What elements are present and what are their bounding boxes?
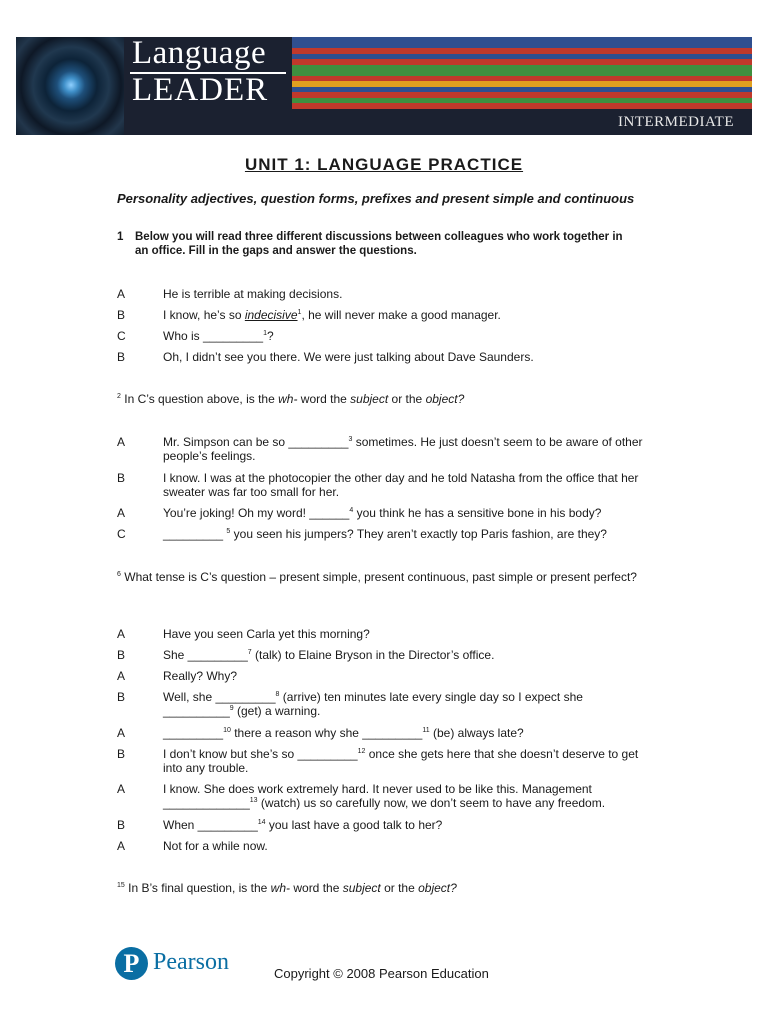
copyright-notice: Copyright © 2008 Pearson Education <box>274 966 489 981</box>
line-text: _________$^{10}$ there a reason why she _________$^{11}$ (be) always late? <box>163 726 524 740</box>
speaker-label: B <box>117 818 126 832</box>
header-banner <box>16 37 752 135</box>
instruction-number: 1 <box>117 231 124 243</box>
line-text: Well, she _________$^8$ (arrive) ten minutes late every single day so I expect she __________$^9$ (get) a warning. <box>163 690 583 718</box>
pearson-logo <box>115 947 245 983</box>
speaker-label: A <box>117 669 126 683</box>
speaker-label: A <box>117 506 126 520</box>
page-title: UNIT 1: LANGUAGE PRACTICE <box>244 155 524 174</box>
logo-line-1: Language <box>132 35 267 71</box>
line-text: Really? Why? <box>163 669 238 683</box>
speaker-label: A <box>117 287 126 301</box>
speaker-label: C <box>117 527 126 541</box>
line-text: _________ $^5$ you seen his jumpers? They aren’t exactly top Paris fashion, are they? <box>163 527 607 541</box>
instruction-text: Below you will read three different discussions between colleagues who work together in an office. Fill in the gaps and answer the questions. <box>135 231 623 257</box>
line-text: She _________$^7$ (talk) to Elaine Bryson in the Director’s office. <box>163 648 495 662</box>
speaker-label: A <box>117 627 126 641</box>
speaker-label: A <box>117 839 126 853</box>
speaker-label: B <box>117 471 126 485</box>
speaker-label: B <box>117 308 126 322</box>
speaker-label: B <box>117 648 126 662</box>
line-text: He is terrible at making decisions. <box>163 287 343 301</box>
subtitle: Personality adjectives, question forms, prefixes and present simple and continuous <box>117 191 635 206</box>
line-text: I know. She does work extremely hard. It never used to be like this. Management _____________$^{13}$ (watch) us so carefully now, we don’t seem to have any freedom. <box>163 782 606 810</box>
logo-line-2: LEADER <box>132 72 269 108</box>
question-15: $^{15}$ In B’s final question, is the wh- word the subject or the object? <box>117 881 457 895</box>
line-text: Mr. Simpson can be so _________$^3$ sometimes. He just doesn’t seem to be aware of other people’s feelings. <box>163 435 643 463</box>
question-6: $^6$ What tense is C’s question – present simple, present continuous, past simple or present perfect? <box>117 570 637 584</box>
speaker-label: A <box>117 782 126 796</box>
line-text: I don’t know but she’s so _________$^{12}$ once she gets here that she doesn’t deserve to get into any trouble. <box>163 747 639 775</box>
speaker-label: A <box>117 435 126 449</box>
line-text: Oh, I didn’t see you there. We were just talking about Dave Saunders. <box>163 350 534 364</box>
level-label: INTERMEDIATE <box>618 114 734 130</box>
speaker-label: B <box>117 350 126 364</box>
speaker-label: B <box>117 690 126 704</box>
line-text: I know. I was at the photocopier the other day and he told Natasha from the office that her sweater was far too small for her. <box>163 471 639 499</box>
line-text: Not for a while now. <box>163 839 268 853</box>
line-text: Have you seen Carla yet this morning? <box>163 627 370 641</box>
speaker-label: B <box>117 747 126 761</box>
speaker-label: A <box>117 726 126 740</box>
line-text: I know, he’s so indecisive$^1$, he will never make a good manager. <box>163 308 501 322</box>
level-bar <box>292 109 752 135</box>
spiral-staircase-image <box>16 37 124 135</box>
line-text: You’re joking! Oh my word! ______$^4$ you think he has a sensitive bone in his body? <box>163 506 602 520</box>
pearson-wordmark: Pearson <box>153 949 229 975</box>
speaker-label: C <box>117 329 126 343</box>
question-2: $^2$ In C’s question above, is the wh- word the subject or the object? <box>117 392 465 406</box>
pearson-p-icon: P <box>115 947 148 980</box>
language-leader-logo <box>126 37 292 135</box>
line-text: When _________$^{14}$ you last have a good talk to her? <box>163 818 443 832</box>
color-stripes <box>292 37 752 109</box>
example-answer: indecisive <box>244 308 298 322</box>
line-text: Who is _________$^1$? <box>163 329 274 343</box>
